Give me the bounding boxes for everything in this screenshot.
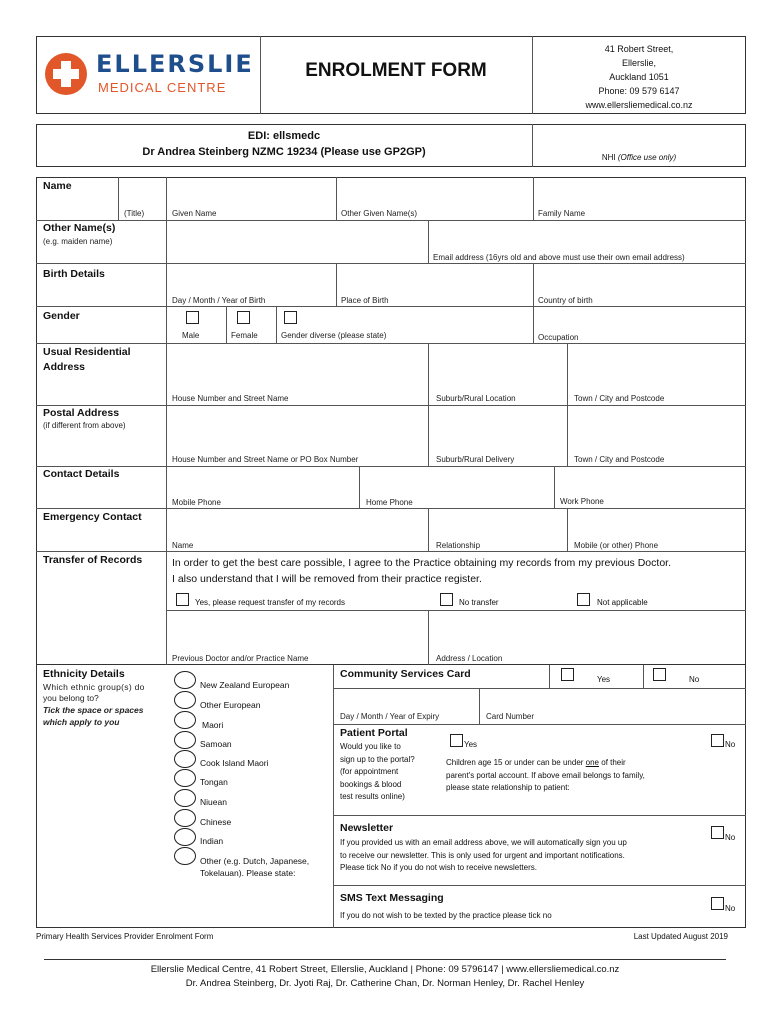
- portal-yes-label: Yes: [464, 740, 478, 749]
- gender-female-checkbox[interactable]: [237, 311, 250, 324]
- transfer-na-checkbox[interactable]: [577, 593, 590, 606]
- ethnicity-option-chinese: Chinese: [200, 817, 232, 827]
- ethnicity-question-line2: you belong to?: [43, 693, 99, 703]
- title-caption: (Title): [124, 209, 145, 218]
- transfer-records-label: Transfer of Records: [43, 554, 143, 566]
- other-names-field[interactable]: [167, 221, 427, 262]
- csc-expiry-caption: Day / Month / Year of Expiry: [340, 712, 440, 721]
- csc-number-caption: Card Number: [486, 712, 535, 721]
- postal-street-caption: House Number and Street Name or PO Box Number: [172, 455, 359, 464]
- logo-name: ELLERSLIE: [96, 50, 254, 78]
- ethnicity-other-radio[interactable]: [174, 847, 196, 865]
- transfer-yes-label: Yes, please request transfer of my records: [195, 598, 345, 607]
- logo-subtitle: MEDICAL CENTRE: [98, 80, 227, 95]
- form-title: ENROLMENT FORM: [305, 60, 487, 81]
- ethnicity-label: Ethnicity Details: [43, 668, 125, 680]
- emergency-relationship-caption: Relationship: [436, 541, 481, 550]
- portal-question: Would you like to sign up to the portal? (for appointment bookings & blood test results online): [340, 742, 415, 801]
- other-names-hint: (e.g. maiden name): [43, 237, 113, 246]
- ethnicity-samoan-radio[interactable]: [174, 731, 196, 749]
- residential-label-line2: Address: [43, 361, 86, 373]
- other-names-label: Other Name(s): [43, 222, 116, 234]
- edi-doctor: Dr Andrea Steinberg NZMC 19234 (Please use GP2GP): [142, 146, 426, 158]
- other-given-caption: Other Given Name(s): [341, 209, 418, 218]
- newsletter-label: Newsletter: [340, 822, 394, 834]
- no-transfer-checkbox[interactable]: [440, 593, 453, 606]
- sms-no-label: No: [725, 904, 736, 913]
- footer-doctors-line: Dr. Andrea Steinberg, Dr. Jyoti Raj, Dr. Catherine Chan, Dr. Norman Henley, Dr. Rachel Henley: [185, 978, 585, 989]
- postal-town-caption: Town / City and Postcode: [574, 455, 665, 464]
- ethnicity-instruction-line1: Tick the space or spaces: [43, 705, 144, 715]
- postal-suburb-caption: Suburb/Rural Delivery: [436, 455, 515, 464]
- footer-divider: [44, 959, 726, 960]
- ethnicity-cook-island-radio[interactable]: [174, 750, 196, 768]
- contact-details-label: Contact Details: [43, 468, 120, 480]
- gender-label: Gender: [43, 310, 80, 322]
- footer-form-name: Primary Health Services Provider Enrolment Form: [36, 932, 214, 941]
- sms-text: If you do not wish to be texted by the practice please tick no: [340, 911, 552, 920]
- ethnicity-other-european-radio[interactable]: [174, 691, 196, 709]
- newsletter-no-checkbox[interactable]: [711, 826, 724, 839]
- ethnicity-option-other-cont: Tokelauan). Please state:: [200, 868, 296, 878]
- newsletter-text: If you provided us with an email address above, we will automatically sign you up to receive our newsletter. This is only used for urgent and important notifications. Please tick No if you do not wish to receive newsletters.: [340, 838, 627, 872]
- ethnicity-option-other-european: Other European: [200, 700, 261, 710]
- dob-caption: Day / Month / Year of Birth: [172, 296, 266, 305]
- country-of-birth-caption: Country of birth: [538, 296, 593, 305]
- ethnicity-question-line1: Which ethnic group(s) do: [43, 682, 145, 692]
- transfer-na-label: Not applicable: [597, 598, 648, 607]
- residential-street-caption: House Number and Street Name: [172, 394, 289, 403]
- ethnicity-option-indian: Indian: [200, 836, 224, 846]
- previous-address-caption: Address / Location: [436, 654, 503, 663]
- male-caption: Male: [182, 331, 200, 340]
- csc-label: Community Services Card: [340, 668, 471, 680]
- portal-note: Children age 15 or under can be under one of their parent's portal account. If above email belongs to family, please state relationship to patient:: [446, 758, 645, 792]
- ethnicity-maori-radio[interactable]: [174, 711, 196, 729]
- sms-label: SMS Text Messaging: [340, 892, 444, 904]
- postal-hint: (if different from above): [43, 421, 126, 430]
- emergency-name-field[interactable]: [167, 509, 427, 550]
- gender-diverse-caption: Gender diverse (please state): [281, 331, 387, 340]
- work-phone-caption: Work Phone: [560, 497, 604, 506]
- ethnicity-nz-european-radio[interactable]: [174, 671, 196, 689]
- edi-code: EDI: ellsmedc: [247, 130, 321, 142]
- patient-portal-label: Patient Portal: [340, 727, 408, 739]
- ethnicity-option-samoan: Samoan: [200, 739, 232, 749]
- newsletter-no-label: No: [725, 833, 736, 842]
- female-caption: Female: [231, 331, 258, 340]
- ethnicity-indian-radio[interactable]: [174, 828, 196, 846]
- ethnicity-instruction-line2: which apply to you: [43, 717, 120, 727]
- no-transfer-label: No transfer: [459, 598, 499, 607]
- csc-no-label: No: [689, 675, 700, 684]
- nhi-field[interactable]: NHI (Office use only): [601, 153, 677, 162]
- portal-yes-checkbox[interactable]: [450, 734, 463, 747]
- residential-town-caption: Town / City and Postcode: [574, 394, 665, 403]
- portal-no-label: No: [725, 740, 736, 749]
- place-of-birth-caption: Place of Birth: [341, 296, 389, 305]
- family-name-caption: Family Name: [538, 209, 586, 218]
- home-phone-caption: Home Phone: [366, 498, 413, 507]
- sms-no-checkbox[interactable]: [711, 897, 724, 910]
- portal-no-checkbox[interactable]: [711, 734, 724, 747]
- postal-label: Postal Address: [43, 407, 120, 419]
- ethnicity-tongan-radio[interactable]: [174, 769, 196, 787]
- residential-suburb-caption: Suburb/Rural Location: [436, 394, 516, 403]
- ethnicity-chinese-radio[interactable]: [174, 809, 196, 827]
- ethnicity-option-niuean: Niuean: [200, 797, 227, 807]
- footer-updated: Last Updated August 2019: [633, 932, 728, 941]
- ethnicity-option-maori: Maori: [202, 720, 224, 730]
- csc-yes-label: Yes: [597, 675, 611, 684]
- header-address: 41 Robert Street, Ellerslie, Auckland 1051 Phone: 09 579 6147 www.ellersliemedical.co.nz: [585, 44, 693, 110]
- previous-doctor-caption: Previous Doctor and/or Practice Name: [172, 654, 309, 663]
- csc-no-checkbox[interactable]: [653, 668, 666, 681]
- birth-details-label: Birth Details: [43, 268, 105, 280]
- ethnicity-option-tongan: Tongan: [200, 777, 228, 787]
- occupation-caption: Occupation: [538, 333, 579, 342]
- emergency-phone-caption: Mobile (or other) Phone: [574, 541, 659, 550]
- transfer-consent-text: In order to get the best care possible, I agree to the Practice obtaining my records from my previous Doctor. I also understand that I will be removed from their practice register.: [172, 557, 671, 585]
- ethnicity-option-other: Other (e.g. Dutch, Japanese,: [200, 856, 310, 866]
- gender-diverse-checkbox[interactable]: [284, 311, 297, 324]
- csc-yes-checkbox[interactable]: [561, 668, 574, 681]
- emergency-name-caption: Name: [172, 541, 194, 550]
- emergency-contact-label: Emergency Contact: [43, 511, 142, 523]
- ethnicity-option-cook-island: Cook Island Maori: [200, 758, 269, 768]
- residential-label-line1: Usual Residential: [43, 346, 131, 358]
- transfer-yes-checkbox[interactable]: [176, 593, 189, 606]
- ethnicity-niuean-radio[interactable]: [174, 789, 196, 807]
- logo: [44, 50, 254, 100]
- given-name-caption: Given Name: [172, 209, 217, 218]
- ethnicity-option-nz-european: New Zealand European: [200, 680, 290, 690]
- gender-male-checkbox[interactable]: [186, 311, 199, 324]
- email-caption: Email address (16yrs old and above must use their own email address): [433, 253, 685, 262]
- medical-cross-icon: [44, 52, 88, 96]
- name-label: Name: [43, 180, 72, 192]
- footer-contact-line: Ellerslie Medical Centre, 41 Robert Street, Ellerslie, Auckland | Phone: 09 5796147 | www.ellersliemedical.co.nz: [150, 964, 620, 975]
- mobile-phone-caption: Mobile Phone: [172, 498, 221, 507]
